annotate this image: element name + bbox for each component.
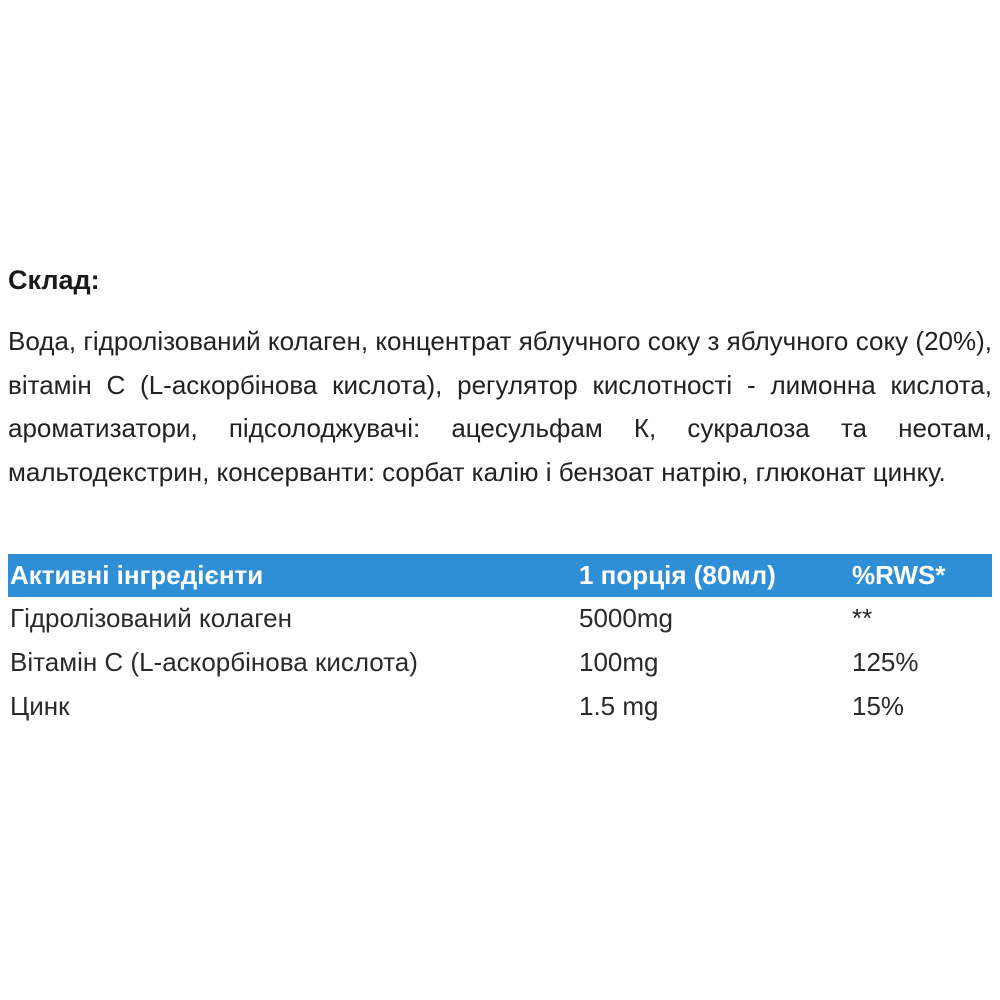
row-rws: 125% [852,647,919,677]
header-portion: 1 порція (80мл) [579,560,776,590]
row-rws: 15% [852,691,905,721]
header-ingredient: Активні інгредієнти [10,560,264,590]
row-ingredient: Гідролізований колаген [10,603,292,633]
composition-text: Вода, гідролізований колаген, концентрат яблучного соку з яблучного соку (20%), вітамін С (L-аскорбінова кислота), регулятор кислотності - лимонна кислота, ароматизатори, підсолоджувачі: ацесульфам К, сукралоза та неотам, мальтодекстрин, консерванти: сорбат калію і бензоат натрію, глюконат цинку. [8,326,992,487]
row-ingredient: Цинк [10,691,70,721]
row-portion: 1.5 mg [579,691,659,721]
row-portion: 5000mg [579,603,673,633]
row-portion: 100mg [579,647,659,677]
table-row [8,641,992,685]
active-ingredients-table [8,554,992,729]
row-rws: ** [852,603,873,633]
table-header-row [8,554,992,597]
table-row [8,597,992,641]
header-rws: %RWS* [852,560,946,590]
product-composition-section [8,258,992,721]
composition-heading: Склад: [8,265,100,295]
table-row [8,685,992,729]
row-ingredient: Вітамін С (L-аскорбінова кислота) [10,647,418,677]
